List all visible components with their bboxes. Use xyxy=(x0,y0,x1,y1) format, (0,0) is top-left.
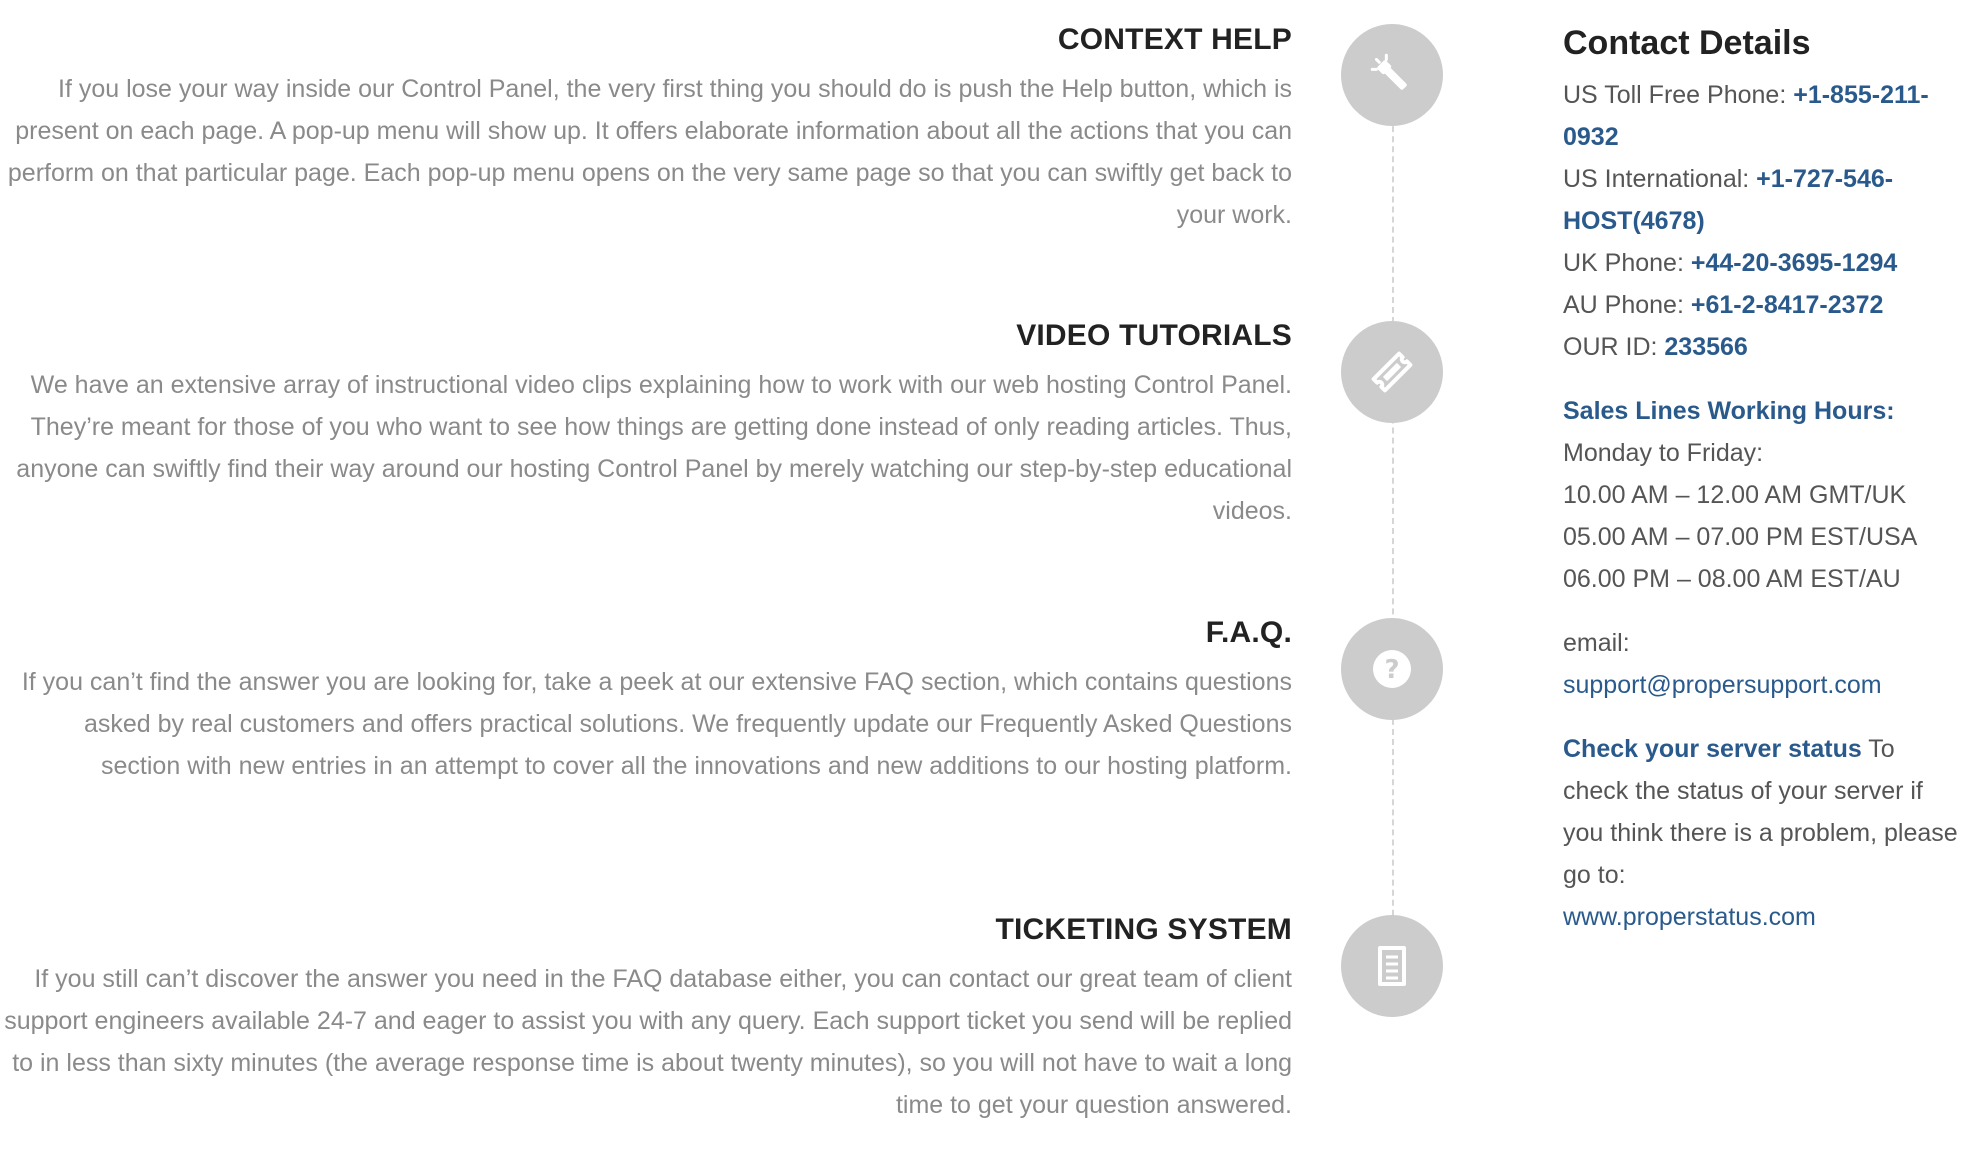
feature-description: If you can’t find the answer you are looking for, take a peek at our extensive FAQ section, which contains questions asked by real customers and offers practical solutions. We frequently update our Frequently Asked Questions section with new entries in an attempt to cover all the innovations and new additions to our hosting platform. xyxy=(21,668,1292,780)
feature-description: If you still can’t discover the answer you need in the FAQ database either, you can contact our great team of client support engineers available 24-7 and eager to assist you with any query. Each support ticket you send will be replied to in less than sixty minutes (the average response time is about twenty minutes), so you will not have to wait a long time to get your question answered. xyxy=(4,965,1292,1119)
hours-title: Sales Lines Working Hours: xyxy=(1563,397,1895,425)
email-link[interactable]: support@propersupport.com xyxy=(1563,671,1882,699)
feature-ticketing-system xyxy=(2,912,1292,1126)
hours-line: Monday to Friday: xyxy=(1563,439,1764,467)
phone-label: US International: xyxy=(1563,165,1757,193)
email-label: email: xyxy=(1563,629,1630,657)
feature-faq xyxy=(2,615,1292,787)
feature-description: We have an extensive array of instructional video clips explaining how to work with our web hosting Control Panel. They’re meant for those of you who want to see how things are getting done instead of only reading articles. Thus, anyone can swiftly find their way around our hosting Control Panel by merely watching our step-by-step educational videos. xyxy=(16,371,1292,525)
question-icon xyxy=(1341,618,1443,720)
feature-title: TICKETING SYSTEM xyxy=(995,913,1292,946)
phone-us-international xyxy=(1563,158,1963,242)
our-id xyxy=(1563,326,1963,368)
phone-label: US Toll Free Phone: xyxy=(1563,81,1794,109)
phone-link[interactable]: +44-20-3695-1294 xyxy=(1690,249,1898,277)
email-block xyxy=(1563,622,1963,706)
phone-au xyxy=(1563,284,1963,326)
timeline-dashed-line xyxy=(1392,96,1394,956)
feature-title: VIDEO TUTORIALS xyxy=(1016,319,1292,352)
server-status-link[interactable]: Check your server status xyxy=(1563,735,1862,763)
ticket-icon xyxy=(1341,321,1443,423)
feature-video-tutorials xyxy=(2,318,1292,532)
contact-details xyxy=(1563,18,1963,938)
svg-text:?: ? xyxy=(1384,655,1400,685)
feature-description: If you lose your way inside our Control Panel, the very first thing you should do is push the Help button, which is present on each page. A pop-up menu will show up. It offers elaborate information about all the actions that you can perform on that particular page. Each pop-up menu opens on the very same page so that you can swiftly get back to your work. xyxy=(7,75,1292,229)
phone-uk xyxy=(1563,242,1963,284)
wand-icon xyxy=(1341,24,1443,126)
phone-us-toll-free xyxy=(1563,74,1963,158)
contact-title: Contact Details xyxy=(1563,24,1811,62)
hours-line: 05.00 AM – 07.00 PM EST/USA xyxy=(1563,523,1918,551)
id-label: OUR ID: xyxy=(1563,333,1665,361)
working-hours xyxy=(1563,390,1963,600)
phone-link[interactable]: +61-2-8417-2372 xyxy=(1690,291,1884,319)
hours-line: 06.00 PM – 08.00 AM EST/AU xyxy=(1563,565,1901,593)
hours-line: 10.00 AM – 12.00 AM GMT/UK xyxy=(1563,481,1907,509)
server-status-text: To check the status of your server if you think there is a problem, please go to: xyxy=(1563,735,1958,889)
phone-list xyxy=(1563,74,1963,368)
server-status-block xyxy=(1563,728,1963,938)
id-value: 233566 xyxy=(1664,333,1748,361)
status-url-link[interactable]: www.properstatus.com xyxy=(1563,903,1816,931)
feature-title: CONTEXT HELP xyxy=(1057,23,1292,56)
phone-link[interactable]: +1-727-546-HOST(4678) xyxy=(1563,165,1894,235)
document-icon xyxy=(1341,915,1443,1017)
feature-context-help xyxy=(2,22,1292,236)
phone-label: UK Phone: xyxy=(1563,249,1691,277)
phone-label: AU Phone: xyxy=(1563,291,1691,319)
phone-link[interactable]: +1-855-211-0932 xyxy=(1563,81,1929,151)
feature-title: F.A.Q. xyxy=(1205,616,1292,649)
